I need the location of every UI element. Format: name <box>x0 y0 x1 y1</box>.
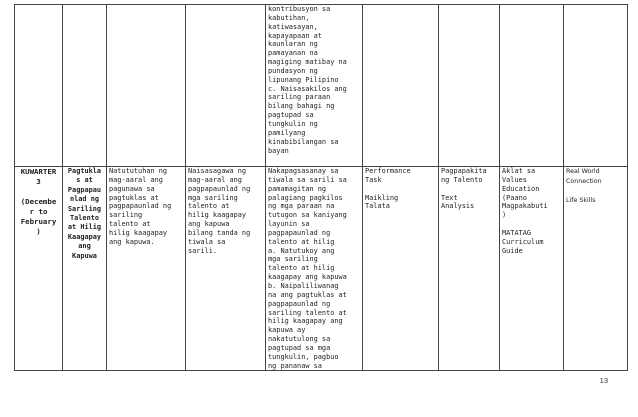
table-cell-empty <box>363 5 439 167</box>
integration-cell: Real World Connection Life Skills <box>564 167 628 371</box>
table-cell-empty <box>500 5 564 167</box>
curriculum-table <box>14 4 628 371</box>
table-cell-empty <box>63 5 107 167</box>
table-cell-empty <box>186 5 266 167</box>
content-standard-cell: Natututuhan ng mag-aaral ang pagunawa sa pagtuklas at pagpapaunlad ng sariling talento at hilig kaagapay ang kapuwa. <box>107 167 186 371</box>
resources-cell: Aklat sa Values Education (Paano Magpakabuti ) MATATAG Curriculum Guide <box>500 167 564 371</box>
quarter-cell: KUWARTER 3 (Decembe r to February ) <box>15 167 63 371</box>
table-cell-empty <box>439 5 500 167</box>
table-cell-empty <box>564 5 628 167</box>
table-row <box>15 5 628 167</box>
activity-cell: Pagpapakita ng Talento Text Analysis <box>439 167 500 371</box>
page-number: 13 <box>599 376 608 385</box>
competency-cell-continued: kontribusyon sa kabutihan, katiwasayan, kapayapaan at kaunlaran ng pamayanan na magiging matibay na pundasyon ng lipunang Pilipino c. Naisasakilos ang sariling paraan bilang bahagi ng pagtupad sa tungkulin ng pamilyang kinabibilangan sa bayan <box>266 5 363 167</box>
table-cell-empty <box>107 5 186 167</box>
assessment-cell: Performance Task Maikling Talata <box>363 167 439 371</box>
performance-standard-cell: Naisasagawa ng mag-aaral ang pagpapaunlad ng mga sariling talento at hilig kaagapay ang kapuwa bilang tanda ng tiwala sa sarili. <box>186 167 266 371</box>
topic-cell: Pagtukla s at Pagpapau nlad ng Sariling Talento at Hilig Kaagapay ang Kapuwa <box>63 167 107 371</box>
table-row <box>15 167 628 371</box>
table-cell-empty <box>15 5 63 167</box>
learning-competency-cell: Nakapagsasanay sa tiwala sa sarili sa pamamagitan ng palagiang pagkilos ng mga paraan na tutugon sa kaniyang layunin sa pagpapaunlad ng talento at hilig a. Natutukoy ang mga sariling talento at hilig kaagapay ang kapuwa b. Naipaliliwanag na ang pagtuklas at pagpapaunlad ng sariling talento at hilig kaagapay ang kapuwa ay nakatutulong sa pagtupad sa mga tungkulin, pagbuo ng pananaw sa <box>266 167 363 371</box>
